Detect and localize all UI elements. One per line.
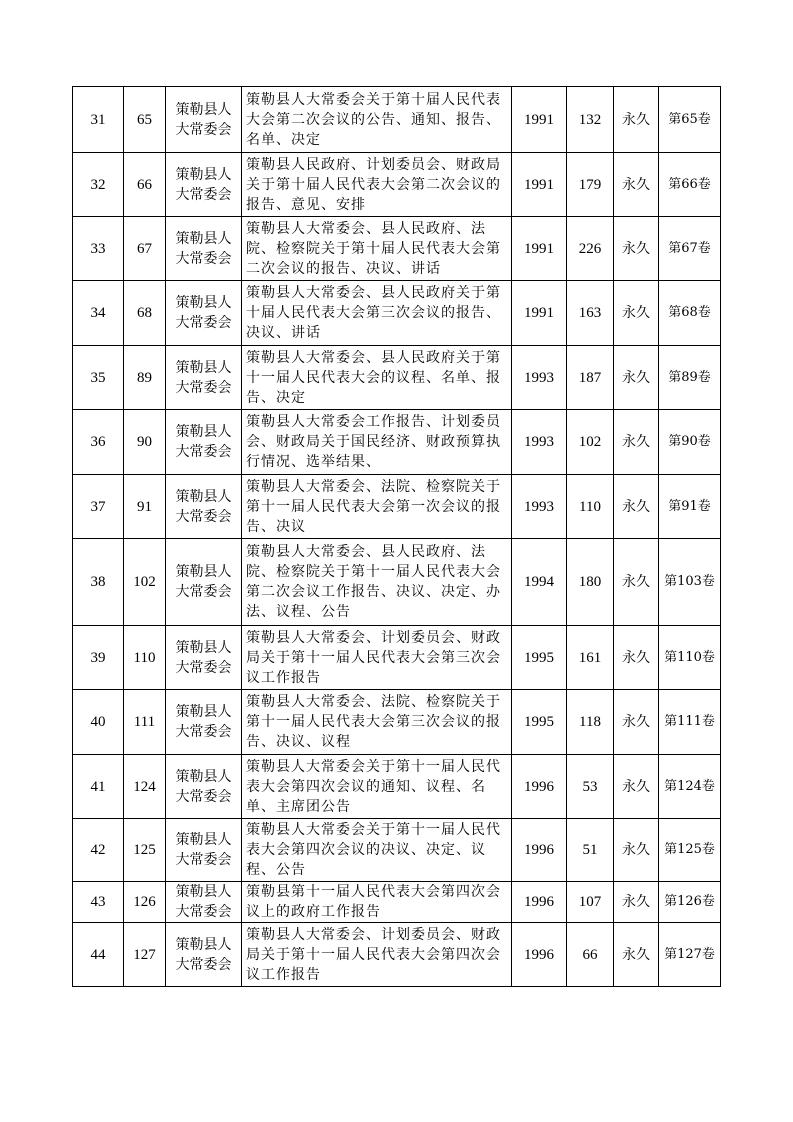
volume-number-cell: 第91卷 [659, 475, 721, 539]
sequence-number-cell: 44 [73, 923, 124, 987]
year-cell: 1991 [512, 281, 567, 346]
retention-term-cell: 永久 [614, 626, 659, 690]
page-count-cell: 102 [567, 410, 614, 475]
sequence-number-cell: 31 [73, 87, 124, 153]
page-count-cell: 53 [567, 755, 614, 819]
retention-term-cell: 永久 [614, 217, 659, 281]
organization-cell: 策勒县人大常委会 [166, 819, 242, 882]
table-row [73, 755, 721, 819]
year-cell: 1994 [512, 539, 567, 626]
year-cell: 1996 [512, 882, 567, 923]
sequence-number-cell: 37 [73, 475, 124, 539]
sequence-number-cell: 41 [73, 755, 124, 819]
document-title-cell: 策勒县人大常委会、法院、检察院关于第十一届人民代表大会第三次会议的报告、决议、议程 [242, 690, 512, 755]
table-row [73, 153, 721, 217]
year-cell: 1991 [512, 87, 567, 153]
sequence-number-cell: 42 [73, 819, 124, 882]
file-number-cell: 91 [124, 475, 166, 539]
retention-term-cell: 永久 [614, 882, 659, 923]
file-number-cell: 89 [124, 346, 166, 410]
sequence-number-cell: 40 [73, 690, 124, 755]
year-cell: 1993 [512, 475, 567, 539]
table-row [73, 281, 721, 346]
organization-cell: 策勒县人大常委会 [166, 217, 242, 281]
page-count-cell: 107 [567, 882, 614, 923]
volume-number-cell: 第65卷 [659, 87, 721, 153]
year-cell: 1996 [512, 923, 567, 987]
sequence-number-cell: 36 [73, 410, 124, 475]
year-cell: 1995 [512, 690, 567, 755]
sequence-number-cell: 32 [73, 153, 124, 217]
volume-number-cell: 第67卷 [659, 217, 721, 281]
volume-number-cell: 第127卷 [659, 923, 721, 987]
file-number-cell: 67 [124, 217, 166, 281]
retention-term-cell: 永久 [614, 755, 659, 819]
sequence-number-cell: 35 [73, 346, 124, 410]
file-number-cell: 110 [124, 626, 166, 690]
table-row [73, 626, 721, 690]
page-count-cell: 187 [567, 346, 614, 410]
table-row [73, 819, 721, 882]
page-count-cell: 161 [567, 626, 614, 690]
volume-number-cell: 第126卷 [659, 882, 721, 923]
volume-number-cell: 第66卷 [659, 153, 721, 217]
retention-term-cell: 永久 [614, 281, 659, 346]
organization-cell: 策勒县人大常委会 [166, 87, 242, 153]
retention-term-cell: 永久 [614, 153, 659, 217]
retention-term-cell: 永久 [614, 690, 659, 755]
volume-number-cell: 第125卷 [659, 819, 721, 882]
organization-cell: 策勒县人大常委会 [166, 626, 242, 690]
document-title-cell: 策勒县人民政府、计划委员会、财政局关于第十届人民代表大会第二次会议的报告、意见、安排 [242, 153, 512, 217]
page-count-cell: 180 [567, 539, 614, 626]
year-cell: 1991 [512, 217, 567, 281]
document-title-cell: 策勒县人大常委会关于第十届人民代表大会第二次会议的公告、通知、报告、名单、决定 [242, 87, 512, 153]
table-row [73, 217, 721, 281]
sequence-number-cell: 34 [73, 281, 124, 346]
year-cell: 1996 [512, 819, 567, 882]
document-title-cell: 策勒县人大常委会、计划委员会、财政局关于第十一届人民代表大会第四次会议工作报告 [242, 923, 512, 987]
year-cell: 1995 [512, 626, 567, 690]
page-count-cell: 179 [567, 153, 614, 217]
table-row [73, 923, 721, 987]
retention-term-cell: 永久 [614, 87, 659, 153]
organization-cell: 策勒县人大常委会 [166, 882, 242, 923]
document-title-cell: 策勒县人大常委会、计划委员会、财政局关于第十一届人民代表大会第三次会议工作报告 [242, 626, 512, 690]
archive-catalog-table [72, 86, 721, 987]
page-count-cell: 163 [567, 281, 614, 346]
table-row [73, 410, 721, 475]
file-number-cell: 125 [124, 819, 166, 882]
page-count-cell: 110 [567, 475, 614, 539]
organization-cell: 策勒县人大常委会 [166, 923, 242, 987]
year-cell: 1991 [512, 153, 567, 217]
organization-cell: 策勒县人大常委会 [166, 475, 242, 539]
organization-cell: 策勒县人大常委会 [166, 346, 242, 410]
file-number-cell: 127 [124, 923, 166, 987]
table-row [73, 475, 721, 539]
page-count-cell: 51 [567, 819, 614, 882]
retention-term-cell: 永久 [614, 539, 659, 626]
table-row [73, 882, 721, 923]
retention-term-cell: 永久 [614, 410, 659, 475]
document-title-cell: 策勒县第十一届人民代表大会第四次会议上的政府工作报告 [242, 882, 512, 923]
table-row [73, 690, 721, 755]
document-title-cell: 策勒县人大常委会、法院、检察院关于第十一届人民代表大会第一次会议的报告、决议 [242, 475, 512, 539]
organization-cell: 策勒县人大常委会 [166, 281, 242, 346]
retention-term-cell: 永久 [614, 475, 659, 539]
retention-term-cell: 永久 [614, 819, 659, 882]
document-title-cell: 策勒县人大常委会工作报告、计划委员会、财政局关于国民经济、财政预算执行情况、选举结果、 [242, 410, 512, 475]
file-number-cell: 126 [124, 882, 166, 923]
volume-number-cell: 第110卷 [659, 626, 721, 690]
year-cell: 1993 [512, 410, 567, 475]
volume-number-cell: 第89卷 [659, 346, 721, 410]
table-body [73, 87, 721, 987]
document-title-cell: 策勒县人大常委会、县人民政府关于第十一届人民代表大会的议程、名单、报告、决定 [242, 346, 512, 410]
retention-term-cell: 永久 [614, 346, 659, 410]
table-row [73, 346, 721, 410]
file-number-cell: 65 [124, 87, 166, 153]
organization-cell: 策勒县人大常委会 [166, 690, 242, 755]
organization-cell: 策勒县人大常委会 [166, 755, 242, 819]
organization-cell: 策勒县人大常委会 [166, 539, 242, 626]
volume-number-cell: 第68卷 [659, 281, 721, 346]
document-title-cell: 策勒县人大常委会、县人民政府、法院、检察院关于第十届人民代表大会第二次会议的报告、决议、讲话 [242, 217, 512, 281]
file-number-cell: 66 [124, 153, 166, 217]
file-number-cell: 90 [124, 410, 166, 475]
document-title-cell: 策勒县人大常委会、县人民政府关于第十届人民代表大会第三次会议的报告、决议、讲话 [242, 281, 512, 346]
page-count-cell: 66 [567, 923, 614, 987]
volume-number-cell: 第90卷 [659, 410, 721, 475]
volume-number-cell: 第111卷 [659, 690, 721, 755]
table-row [73, 539, 721, 626]
file-number-cell: 111 [124, 690, 166, 755]
year-cell: 1996 [512, 755, 567, 819]
sequence-number-cell: 39 [73, 626, 124, 690]
sequence-number-cell: 43 [73, 882, 124, 923]
file-number-cell: 124 [124, 755, 166, 819]
retention-term-cell: 永久 [614, 923, 659, 987]
page-count-cell: 118 [567, 690, 614, 755]
page-count-cell: 132 [567, 87, 614, 153]
organization-cell: 策勒县人大常委会 [166, 153, 242, 217]
organization-cell: 策勒县人大常委会 [166, 410, 242, 475]
volume-number-cell: 第103卷 [659, 539, 721, 626]
document-title-cell: 策勒县人大常委会关于第十一届人民代表大会第四次会议的决议、决定、议程、公告 [242, 819, 512, 882]
file-number-cell: 102 [124, 539, 166, 626]
table-row [73, 87, 721, 153]
document-title-cell: 策勒县人大常委会关于第十一届人民代表大会第四次会议的通知、议程、名单、主席团公告 [242, 755, 512, 819]
year-cell: 1993 [512, 346, 567, 410]
file-number-cell: 68 [124, 281, 166, 346]
volume-number-cell: 第124卷 [659, 755, 721, 819]
sequence-number-cell: 33 [73, 217, 124, 281]
sequence-number-cell: 38 [73, 539, 124, 626]
page-count-cell: 226 [567, 217, 614, 281]
document-title-cell: 策勒县人大常委会、县人民政府、法院、检察院关于第十一届人民代表大会第二次会议工作报告、决议、决定、办法、议程、公告 [242, 539, 512, 626]
